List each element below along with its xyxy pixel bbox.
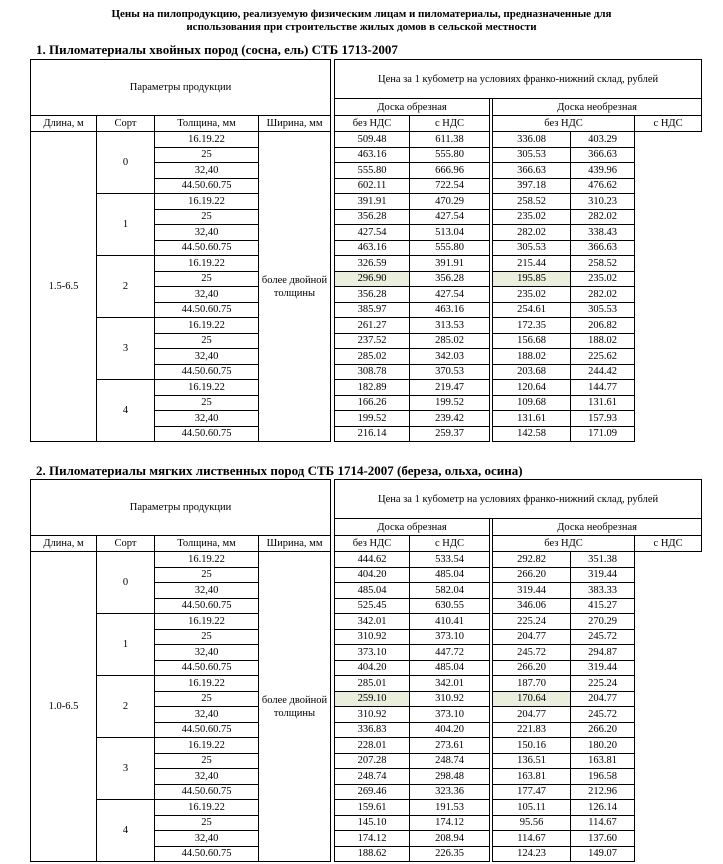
edged-price-vat: 485.04 [410,567,490,583]
unedged-price-vat: 245.72 [571,707,635,723]
unedged-price-no-vat: 204.77 [493,629,571,645]
edged-price-no-vat: 404.20 [335,660,410,676]
thickness-cell: 32,40 [155,645,259,661]
table-row [31,318,702,334]
edged-price-no-vat: 296.90 [335,271,410,287]
table-row [31,676,702,692]
grade-cell: 1 [97,194,155,256]
thickness-cell: 32,40 [155,769,259,785]
thickness-cell: 44.50.60.75 [155,598,259,614]
grade-cell: 2 [97,256,155,318]
unedged-price-no-vat: 95.56 [493,815,571,831]
unedged-price-vat: 351.38 [571,552,635,568]
thickness-cell: 44.50.60.75 [155,846,259,862]
header-line-2: использования при строительстве жилых домов в сельской местности [186,20,537,33]
section-1-title: 1. Пиломатериалы хвойных пород (сосна, ель) СТБ 1713-2007 [36,42,398,57]
unedged-price-no-vat: 266.20 [493,660,571,676]
thickness-cell: 25 [155,271,259,287]
edged-price-no-vat: 259.10 [335,691,410,707]
thickness-cell: 32,40 [155,225,259,241]
edged-price-no-vat: 308.78 [335,364,410,380]
edged-price-no-vat: 373.10 [335,645,410,661]
thickness-cell: 16.19.22 [155,614,259,630]
unedged-price-vat: 244.42 [571,364,635,380]
params-header: Параметры продукции [31,480,331,536]
edged-price-vat: 259.37 [410,426,490,442]
thickness-cell: 44.50.60.75 [155,178,259,194]
unedged-price-no-vat: 177.47 [493,784,571,800]
edged-price-vat: 285.02 [410,333,490,349]
unedged-price-no-vat: 397.18 [493,178,571,194]
edged-no-vat-header: без НДС [335,536,410,552]
edged-price-vat: 611.38 [410,132,490,148]
thickness-cell: 44.50.60.75 [155,302,259,318]
unedged-no-vat-header: без НДС [493,116,635,132]
edged-price-vat: 310.92 [410,691,490,707]
unedged-price-vat: 163.81 [571,753,635,769]
edged-price-vat: 722.54 [410,178,490,194]
grade-cell: 4 [97,800,155,862]
grade-cell: 3 [97,318,155,380]
table-row [31,552,702,568]
thickness-cell: 25 [155,691,259,707]
unedged-price-vat: 206.82 [571,318,635,334]
length-cell: 1.0-6.5 [31,552,97,862]
unedged-price-vat: 188.02 [571,333,635,349]
thickness-cell: 32,40 [155,583,259,599]
edged-price-no-vat: 356.28 [335,287,410,303]
unedged-price-vat: 439.96 [571,163,635,179]
unedged-price-no-vat: 305.53 [493,240,571,256]
edged-price-no-vat: 216.14 [335,426,410,442]
unedged-price-vat: 157.93 [571,411,635,427]
unedged-price-vat: 305.53 [571,302,635,318]
thickness-cell: 16.19.22 [155,552,259,568]
unedged-price-vat: 245.72 [571,629,635,645]
edged-price-no-vat: 602.11 [335,178,410,194]
edged-price-vat: 555.80 [410,147,490,163]
thickness-cell: 25 [155,815,259,831]
edged-price-no-vat: 336.83 [335,722,410,738]
width-cell: более двойной толщины [259,552,331,862]
edged-price-no-vat: 356.28 [335,209,410,225]
thickness-cell: 44.50.60.75 [155,240,259,256]
edged-price-vat: 191.53 [410,800,490,816]
thickness-cell: 25 [155,209,259,225]
edged-price-vat: 273.61 [410,738,490,754]
edged-price-vat: 356.28 [410,271,490,287]
edged-price-no-vat: 310.92 [335,629,410,645]
edged-price-vat: 485.04 [410,660,490,676]
edged-price-no-vat: 404.20 [335,567,410,583]
unedged-price-no-vat: 319.44 [493,583,571,599]
edged-price-vat: 313.53 [410,318,490,334]
edged-price-no-vat: 228.01 [335,738,410,754]
unedged-price-no-vat: 109.68 [493,395,571,411]
unedged-price-no-vat: 124.23 [493,846,571,862]
unedged-price-no-vat: 150.16 [493,738,571,754]
edged-price-no-vat: 463.16 [335,240,410,256]
thickness-cell: 32,40 [155,349,259,365]
unedged-price-no-vat: 188.02 [493,349,571,365]
length-cell: 1.5-6.5 [31,132,97,442]
edged-price-no-vat: 285.01 [335,676,410,692]
width-column-header: Ширина, мм [259,116,331,132]
page-header [0,8,723,33]
edged-price-vat: 239.42 [410,411,490,427]
unedged-price-vat: 319.44 [571,567,635,583]
edged-price-no-vat: 237.52 [335,333,410,349]
grade-cell: 0 [97,132,155,194]
edged-price-no-vat: 509.48 [335,132,410,148]
edged-price-vat: 391.91 [410,256,490,272]
edged-price-vat: 226.35 [410,846,490,862]
edged-price-vat: 582.04 [410,583,490,599]
unedged-price-no-vat: 254.61 [493,302,571,318]
edged-price-no-vat: 485.04 [335,583,410,599]
price-table-coniferous [30,59,702,442]
thickness-cell: 44.50.60.75 [155,660,259,676]
table-row [31,800,702,816]
price-header: Цена за 1 кубометр на условиях франко-нижний склад, рублей [335,60,702,99]
edged-price-vat: 199.52 [410,395,490,411]
edged-price-no-vat: 166.26 [335,395,410,411]
header-line-1: Цены на пилопродукцию, реализуемую физическим лицам и пиломатериалы, предназначенные для [111,8,612,20]
unedged-no-vat-header: без НДС [493,536,635,552]
edged-price-no-vat: 269.46 [335,784,410,800]
grade-column-header: Сорт [97,116,155,132]
grade-cell: 4 [97,380,155,442]
edged-price-no-vat: 391.91 [335,194,410,210]
thickness-cell: 16.19.22 [155,194,259,210]
unedged-price-vat: 270.29 [571,614,635,630]
unedged-price-vat: 310.23 [571,194,635,210]
edged-price-vat: 248.74 [410,753,490,769]
unedged-price-vat: 114.67 [571,815,635,831]
thickness-cell: 32,40 [155,707,259,723]
edged-price-vat: 447.72 [410,645,490,661]
table-row [31,614,702,630]
unedged-price-no-vat: 292.82 [493,552,571,568]
thickness-cell: 44.50.60.75 [155,784,259,800]
unedged-board-header: Доска необрезная [493,519,702,536]
edged-price-no-vat: 385.97 [335,302,410,318]
unedged-price-no-vat: 195.85 [493,271,571,287]
unedged-price-vat: 282.02 [571,209,635,225]
grade-cell: 1 [97,614,155,676]
unedged-price-vat: 415.27 [571,598,635,614]
edged-price-no-vat: 463.16 [335,147,410,163]
edged-price-vat: 666.96 [410,163,490,179]
grade-cell: 0 [97,552,155,614]
unedged-price-vat: 131.61 [571,395,635,411]
unedged-price-vat: 180.20 [571,738,635,754]
edged-price-no-vat: 188.62 [335,846,410,862]
edged-price-no-vat: 145.10 [335,815,410,831]
unedged-price-vat: 282.02 [571,287,635,303]
edged-price-vat: 513.04 [410,225,490,241]
thickness-cell: 32,40 [155,287,259,303]
table-row [31,194,702,210]
thickness-cell: 44.50.60.75 [155,364,259,380]
edged-price-no-vat: 310.92 [335,707,410,723]
unedged-price-no-vat: 258.52 [493,194,571,210]
width-column-header: Ширина, мм [259,536,331,552]
unedged-price-no-vat: 215.44 [493,256,571,272]
edged-vat-header: с НДС [410,116,490,132]
thickness-cell: 16.19.22 [155,132,259,148]
unedged-price-no-vat: 156.68 [493,333,571,349]
edged-price-no-vat: 182.89 [335,380,410,396]
unedged-price-no-vat: 266.20 [493,567,571,583]
unedged-price-vat: 171.09 [571,426,635,442]
edged-price-no-vat: 444.62 [335,552,410,568]
thickness-cell: 44.50.60.75 [155,722,259,738]
thickness-cell: 25 [155,629,259,645]
thickness-cell: 16.19.22 [155,676,259,692]
edged-price-vat: 555.80 [410,240,490,256]
unedged-price-vat: 476.62 [571,178,635,194]
unedged-price-vat: 212.96 [571,784,635,800]
unedged-price-no-vat: 136.51 [493,753,571,769]
edged-price-vat: 342.03 [410,349,490,365]
edged-price-vat: 533.54 [410,552,490,568]
width-cell: более двойной толщины [259,132,331,442]
edged-board-header: Доска обрезная [335,519,490,536]
unedged-price-vat: 403.29 [571,132,635,148]
edged-vat-header: с НДС [410,536,490,552]
thickness-cell: 25 [155,333,259,349]
thickness-cell: 16.19.22 [155,800,259,816]
unedged-price-vat: 366.63 [571,147,635,163]
unedged-price-vat: 144.77 [571,380,635,396]
edged-price-vat: 470.29 [410,194,490,210]
edged-price-no-vat: 261.27 [335,318,410,334]
thickness-cell: 32,40 [155,163,259,179]
thickness-cell: 16.19.22 [155,256,259,272]
unedged-price-vat: 258.52 [571,256,635,272]
unedged-price-vat: 338.43 [571,225,635,241]
unedged-price-vat: 266.20 [571,722,635,738]
length-column-header: Длина, м [31,536,97,552]
unedged-price-no-vat: 305.53 [493,147,571,163]
edged-price-no-vat: 174.12 [335,831,410,847]
unedged-price-vat: 196.58 [571,769,635,785]
thickness-cell: 25 [155,567,259,583]
edged-price-no-vat: 555.80 [335,163,410,179]
unedged-price-no-vat: 235.02 [493,209,571,225]
unedged-price-vat: 225.62 [571,349,635,365]
edged-price-vat: 410.41 [410,614,490,630]
table-row [31,132,702,148]
price-table-softwood [30,479,702,862]
unedged-price-vat: 383.33 [571,583,635,599]
unedged-price-no-vat: 221.83 [493,722,571,738]
unedged-price-no-vat: 225.24 [493,614,571,630]
grade-cell: 3 [97,738,155,800]
edged-price-vat: 427.54 [410,287,490,303]
unedged-price-no-vat: 142.58 [493,426,571,442]
unedged-price-vat: 204.77 [571,691,635,707]
unedged-price-no-vat: 245.72 [493,645,571,661]
edged-price-no-vat: 342.01 [335,614,410,630]
unedged-price-vat: 225.24 [571,676,635,692]
unedged-price-no-vat: 346.06 [493,598,571,614]
edged-price-vat: 323.36 [410,784,490,800]
edged-price-vat: 342.01 [410,676,490,692]
thickness-cell: 25 [155,147,259,163]
unedged-price-vat: 294.87 [571,645,635,661]
edged-price-vat: 427.54 [410,209,490,225]
unedged-vat-header: с НДС [635,116,702,132]
table-row [31,738,702,754]
edged-price-vat: 174.12 [410,815,490,831]
edged-price-no-vat: 285.02 [335,349,410,365]
edged-price-no-vat: 199.52 [335,411,410,427]
edged-price-vat: 373.10 [410,629,490,645]
grade-cell: 2 [97,676,155,738]
unedged-price-no-vat: 235.02 [493,287,571,303]
unedged-price-no-vat: 114.67 [493,831,571,847]
unedged-price-no-vat: 203.68 [493,364,571,380]
thickness-cell: 16.19.22 [155,380,259,396]
grade-column-header: Сорт [97,536,155,552]
unedged-price-no-vat: 170.64 [493,691,571,707]
unedged-price-vat: 319.44 [571,660,635,676]
edged-price-no-vat: 326.59 [335,256,410,272]
thickness-cell: 25 [155,395,259,411]
thickness-cell: 32,40 [155,411,259,427]
unedged-price-no-vat: 336.08 [493,132,571,148]
edged-price-vat: 219.47 [410,380,490,396]
unedged-price-vat: 149.07 [571,846,635,862]
edged-price-vat: 404.20 [410,722,490,738]
unedged-price-vat: 137.60 [571,831,635,847]
price-header: Цена за 1 кубометр на условиях франко-нижний склад, рублей [335,480,702,519]
unedged-price-no-vat: 120.64 [493,380,571,396]
edged-price-vat: 298.48 [410,769,490,785]
edged-price-no-vat: 248.74 [335,769,410,785]
edged-price-no-vat: 207.28 [335,753,410,769]
unedged-price-no-vat: 163.81 [493,769,571,785]
thickness-cell: 16.19.22 [155,318,259,334]
unedged-price-no-vat: 105.11 [493,800,571,816]
edged-price-vat: 463.16 [410,302,490,318]
edged-price-no-vat: 427.54 [335,225,410,241]
edged-price-no-vat: 525.45 [335,598,410,614]
thickness-cell: 32,40 [155,831,259,847]
edged-price-vat: 370.53 [410,364,490,380]
params-header: Параметры продукции [31,60,331,116]
unedged-price-vat: 126.14 [571,800,635,816]
unedged-price-vat: 366.63 [571,240,635,256]
thickness-column-header: Толщина, мм [155,116,259,132]
section-2-title: 2. Пиломатериалы мягких лиственных пород СТБ 1714-2007 (береза, ольха, осина) [36,463,523,478]
unedged-price-vat: 235.02 [571,271,635,287]
thickness-column-header: Толщина, мм [155,536,259,552]
edged-price-vat: 373.10 [410,707,490,723]
table-row [31,256,702,272]
thickness-cell: 44.50.60.75 [155,426,259,442]
unedged-price-no-vat: 131.61 [493,411,571,427]
length-column-header: Длина, м [31,116,97,132]
unedged-board-header: Доска необрезная [493,99,702,116]
thickness-cell: 16.19.22 [155,738,259,754]
unedged-price-no-vat: 282.02 [493,225,571,241]
unedged-price-no-vat: 204.77 [493,707,571,723]
table-row [31,380,702,396]
edged-price-vat: 630.55 [410,598,490,614]
unedged-price-no-vat: 366.63 [493,163,571,179]
edged-no-vat-header: без НДС [335,116,410,132]
edged-board-header: Доска обрезная [335,99,490,116]
edged-price-vat: 208.94 [410,831,490,847]
unedged-price-no-vat: 172.35 [493,318,571,334]
thickness-cell: 25 [155,753,259,769]
unedged-price-no-vat: 187.70 [493,676,571,692]
edged-price-no-vat: 159.61 [335,800,410,816]
unedged-vat-header: с НДС [635,536,702,552]
